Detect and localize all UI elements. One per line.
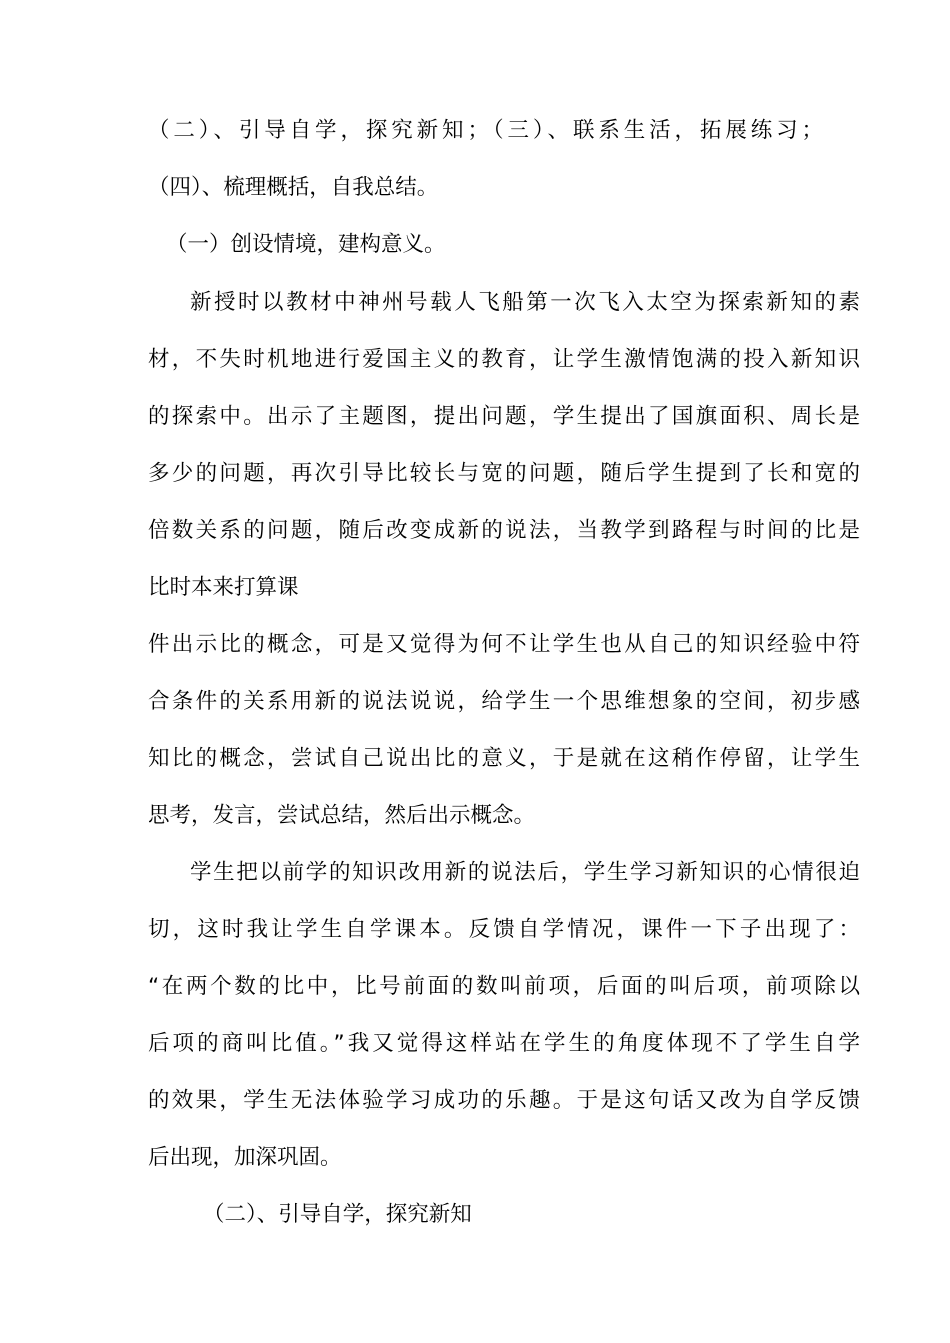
paragraph-1-line-6: 比时本来打算课	[148, 575, 299, 600]
paragraph-3-line-5: 的效果，学生无法体验学习成功的乐趣。于是这句话又改为自学反馈	[148, 1088, 860, 1113]
paragraph-1-line-1: 新授时以教材中神州号载人飞船第一次飞入太空为探索新知的素	[190, 290, 860, 315]
outline-line-1: （二）、引导自学，探究新知；（三）、联系生活，拓展练习；	[148, 118, 827, 143]
paragraph-2-line-3: 知比的概念，尝试自己说出比的意义，于是就在这稍作停留，让学生	[148, 746, 860, 771]
paragraph-3-line-6: 后出现，加深巩固。	[148, 1145, 342, 1170]
paragraph-2-line-4: 思考，发言，尝试总结，然后出示概念。	[148, 803, 536, 828]
paragraph-2-line-2: 合条件的关系用新的说法说说，给学生一个思维想象的空间，初步感	[148, 689, 860, 714]
paragraph-3-line-2: 切，这时我让学生自学课本。反馈自学情况，课件一下子出现了：	[148, 917, 860, 942]
paragraph-1-line-3: 的探索中。出示了主题图，提出问题，学生提出了国旗面积、周长是	[148, 404, 860, 429]
paragraph-3-line-4: 后项的商叫比值。”我又觉得这样站在学生的角度体现不了学生自学	[148, 1031, 860, 1056]
outline-line-2: （四）、梳理概括，自我总结。	[148, 175, 439, 200]
paragraph-1-line-2: 材，不失时机地进行爱国主义的教育，让学生激情饱满的投入新知识	[148, 347, 860, 372]
paragraph-2-line-1: 件出示比的概念，可是又觉得为何不让学生也从自己的知识经验中符	[148, 632, 860, 657]
paragraph-3-line-3: “在两个数的比中，比号前面的数叫前项，后面的叫后项，前项除以	[148, 974, 860, 999]
paragraph-1-line-5: 倍数关系的问题，随后改变成新的说法，当教学到路程与时间的比是	[148, 518, 860, 543]
section-heading-1: （一）创设情境，建构意义。	[166, 232, 446, 257]
section-heading-2: （二）、引导自学，探究新知	[203, 1202, 472, 1227]
paragraph-1-line-4: 多少的问题，再次引导比较长与宽的问题，随后学生提到了长和宽的	[148, 461, 860, 486]
paragraph-3-line-1: 学生把以前学的知识改用新的说法后，学生学习新知识的心情很迫	[190, 860, 860, 885]
